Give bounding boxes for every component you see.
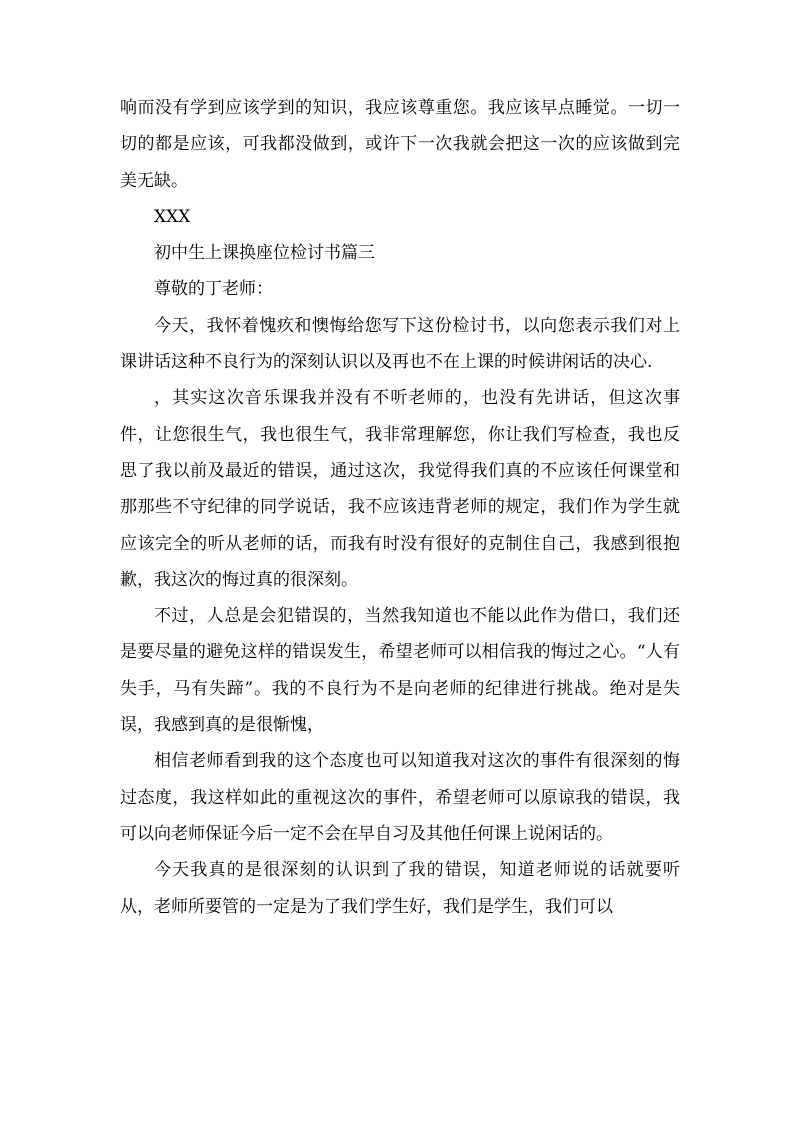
section-title: 初中生上课换座位检讨书篇三 [154,243,375,264]
paragraph-8: 相信老师看到我的这个态度也可以知道我对这次的事件有很深刻的悔过态度，我这样如此的重视这次的事件，希望老师可以原谅我的错误，我可以向老师保证今后一定不会在早自习及其他任何课上说闲话的。 [120,751,680,844]
paragraph-6: ，其实这次音乐课我并没有不听老师的，也没有先讲话，但这次事件，让您很生气，我也很生气，我非常理解您，你让我们写检查，我也反思了我以前及最近的错误，通过这次，我觉得我们真的不应该任何课堂和那那些不守纪律的同学说话，我不应该违背老师的规定，我们作为学生就应该完全的听从老师的话，而我有时没有很好的克制住自己，我感到很抱歉，我这次的悔过真的很深刻。 [120,388,680,590]
paragraph-7: 不过，人总是会犯错误的，当然我知道也不能以此作为借口，我们还是要尽量的避免这样的错误发生，希望老师可以相信我的悔过之心。“人有失手，马有失蹄”。我的不良行为不是向老师的纪律进行挑战。绝对是失误，我感到真的是很惭愧， [120,606,680,736]
document-body [120,90,680,925]
paragraph-5: 今天，我怀着愧疚和懊悔给您写下这份检讨书，以向您表示我们对上课讲话这种不良行为的深刻认识以及再也不在上课的时候讲闲话的决心. [120,315,680,373]
salutation: 尊敬的丁老师： [154,279,273,300]
paragraph-1: 响而没有学到应该学到的知识，我应该尊重您。我应该早点睡觉。一切一切的都是应该，可我都没做到，或许下一次我就会把这一次的应该做到完美无缺。 [120,98,680,191]
paragraph-9: 今天我真的是很深刻的认识到了我的错误，知道老师说的话就要听从，老师所要管的一定是为了我们学生好，我们是学生，我们可以 [120,860,680,917]
signature: XXX [154,206,191,227]
